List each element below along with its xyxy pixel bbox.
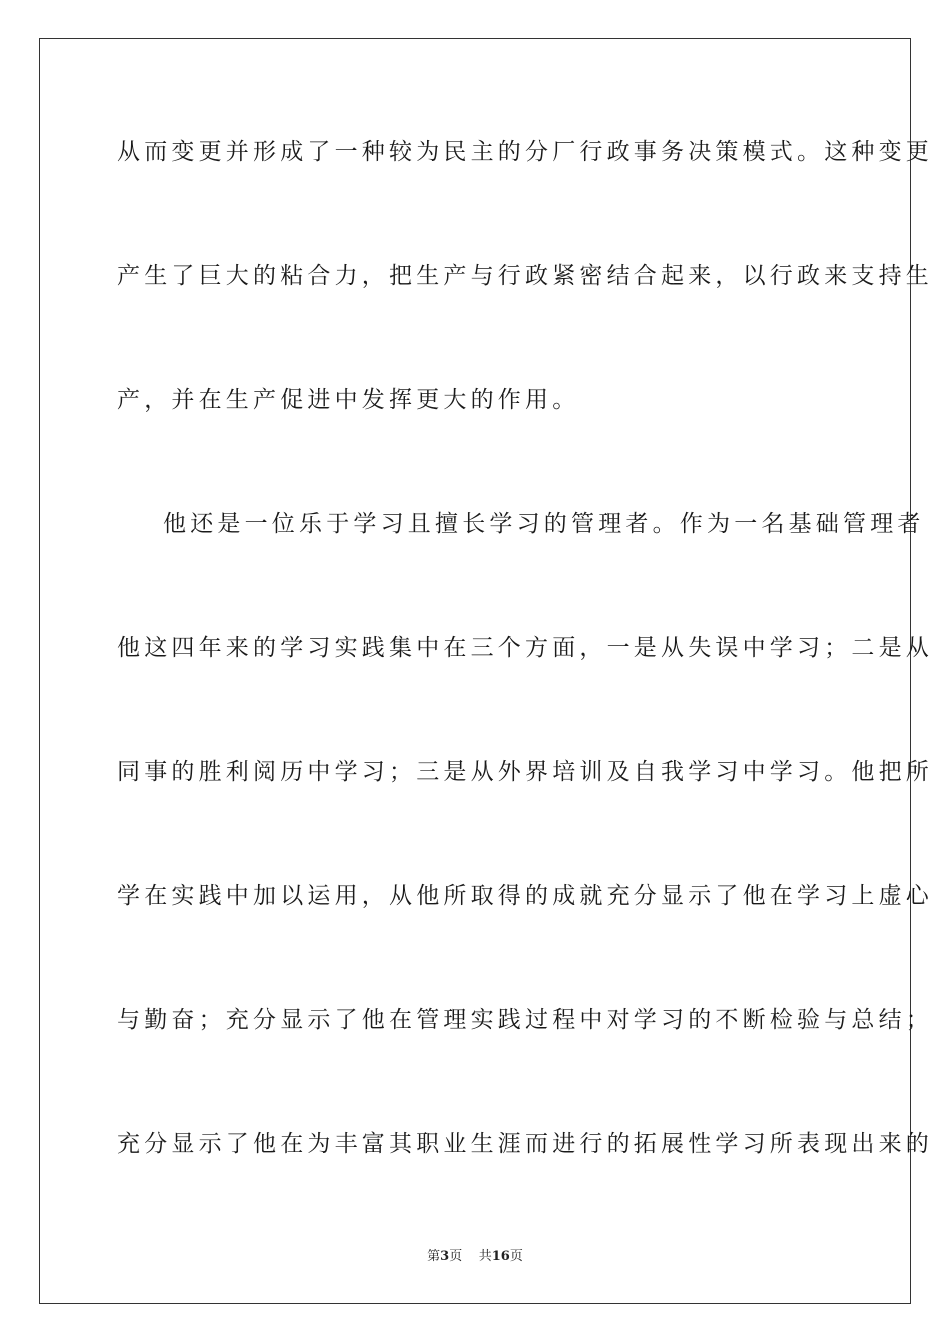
page-footer xyxy=(0,1248,950,1266)
paragraph-line-5: 他这四年来的学习实践集中在三个方面，一是从失误中学习；二是从 xyxy=(117,635,933,661)
paragraph-line-9: 充分显示了他在为丰富其职业生涯而进行的拓展性学习所表现出来的 xyxy=(117,1131,933,1157)
total-suffix: 页 xyxy=(509,1249,523,1264)
paragraph-line-7: 学在实践中加以运用，从他所取得的成就充分显示了他在学习上虚心 xyxy=(117,883,933,909)
total-prefix: 共 xyxy=(478,1249,492,1264)
page-suffix: 页 xyxy=(449,1249,463,1264)
paragraph-line-2: 产生了巨大的粘合力，把生产与行政紧密结合起来，以行政来支持生 xyxy=(117,263,933,289)
page-prefix: 第 xyxy=(427,1249,441,1264)
paragraph-line-8: 与勤奋；充分显示了他在管理实践过程中对学习的不断检验与总结； xyxy=(117,1007,933,1033)
paragraph-line-4: 他还是一位乐于学习且擅长学习的管理者。作为一名基础管理者 xyxy=(163,511,925,537)
paragraph-line-3: 产，并在生产促进中发挥更大的作用。 xyxy=(117,387,580,413)
paragraph-line-6: 同事的胜利阅历中学习；三是从外界培训及自我学习中学习。他把所 xyxy=(117,759,933,785)
page-border xyxy=(39,38,933,1304)
paragraph-line-1: 从而变更并形成了一种较为民主的分厂行政事务决策模式。这种变更 xyxy=(117,139,933,165)
current-page-number: 3 xyxy=(440,1249,450,1264)
total-pages-number: 16 xyxy=(491,1249,510,1264)
